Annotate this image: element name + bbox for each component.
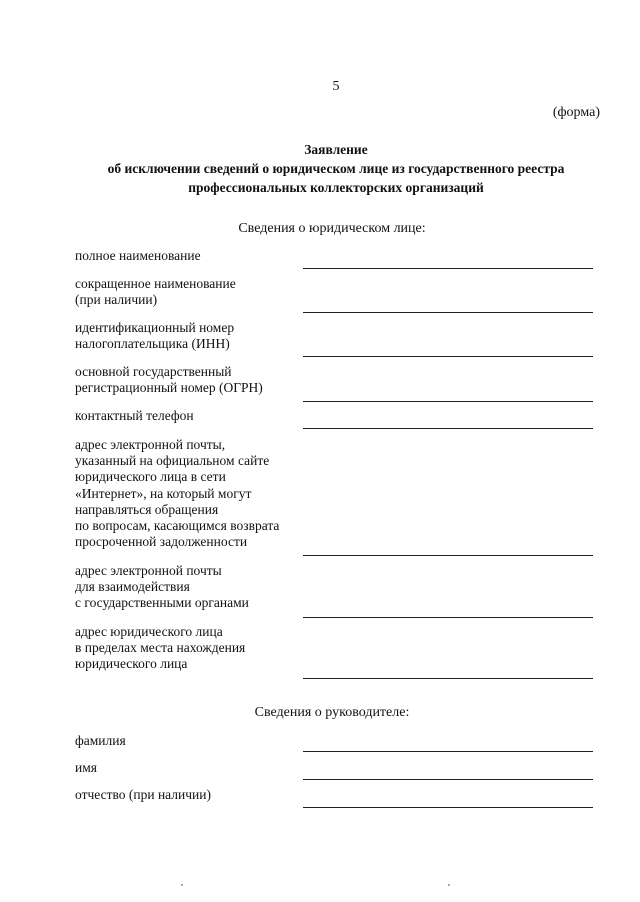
label-line: сокращенное наименование xyxy=(75,276,236,291)
label-line: идентификационный номер xyxy=(75,320,235,335)
form-label: (форма) xyxy=(552,105,600,120)
page-number: 5 xyxy=(332,79,340,94)
patronymic-label xyxy=(75,787,300,803)
label-line: по вопросам, касающимся возврата xyxy=(75,518,280,534)
name-label xyxy=(75,760,300,776)
title-line-2: об исключении сведений о юридическом лице из государственного реестра xyxy=(107,161,565,176)
label-line: отчество (при наличии) xyxy=(75,787,211,802)
director-heading: Сведения о руководителе: xyxy=(254,705,410,720)
full-name-label xyxy=(75,248,300,264)
label-line: с государственными органами xyxy=(75,595,249,611)
phone-field[interactable] xyxy=(303,428,593,429)
surname-field[interactable] xyxy=(303,751,593,752)
patronymic-field[interactable] xyxy=(303,807,593,808)
email-gov-label xyxy=(75,563,300,612)
label-line: адрес электронной почты xyxy=(75,563,222,578)
inn-field[interactable] xyxy=(303,356,593,357)
label-line: полное наименование xyxy=(75,248,201,263)
label-line: фамилия xyxy=(75,733,126,748)
email-site-label xyxy=(75,437,300,550)
email-gov-field[interactable] xyxy=(303,617,593,618)
ogrn-label xyxy=(75,364,300,396)
phone-label xyxy=(75,408,300,424)
title-line-3: профессиональных коллекторских организаций xyxy=(188,180,484,195)
label-line: «Интернет», на который могут xyxy=(75,485,252,501)
label-line: для взаимодействия xyxy=(75,579,190,595)
label-line: основной государственный xyxy=(75,364,232,379)
name-field[interactable] xyxy=(303,779,593,780)
label-line: указанный на официальном сайте xyxy=(75,453,270,469)
label-line: налогоплательщика (ИНН) xyxy=(75,336,230,352)
label-line: (при наличии) xyxy=(75,292,158,308)
short-name-field[interactable] xyxy=(303,312,593,313)
label-line: юридического лица в сети xyxy=(75,469,226,485)
inn-label xyxy=(75,320,300,352)
ogrn-field[interactable] xyxy=(303,401,593,402)
label-line: направляться обращения xyxy=(75,501,219,517)
label-line: просроченной задолженности xyxy=(75,534,248,550)
surname-label xyxy=(75,733,300,749)
address-label xyxy=(75,624,300,673)
label-line: юридического лица xyxy=(75,656,188,672)
title-line-1: Заявление xyxy=(304,142,368,157)
address-field[interactable] xyxy=(303,678,593,679)
scan-speck xyxy=(181,884,183,886)
scan-speck xyxy=(448,884,450,886)
email-site-field[interactable] xyxy=(303,555,593,556)
full-name-field[interactable] xyxy=(303,268,593,269)
label-line: адрес электронной почты, xyxy=(75,437,226,452)
document-title xyxy=(0,140,640,197)
label-line: регистрационный номер (ОГРН) xyxy=(75,380,263,396)
short-name-label xyxy=(75,276,300,308)
label-line: адрес юридического лица xyxy=(75,624,223,639)
label-line: контактный телефон xyxy=(75,408,194,423)
label-line: в пределах места нахождения xyxy=(75,640,246,656)
label-line: имя xyxy=(75,760,97,775)
legal-entity-heading: Сведения о юридическом лице: xyxy=(238,221,426,236)
